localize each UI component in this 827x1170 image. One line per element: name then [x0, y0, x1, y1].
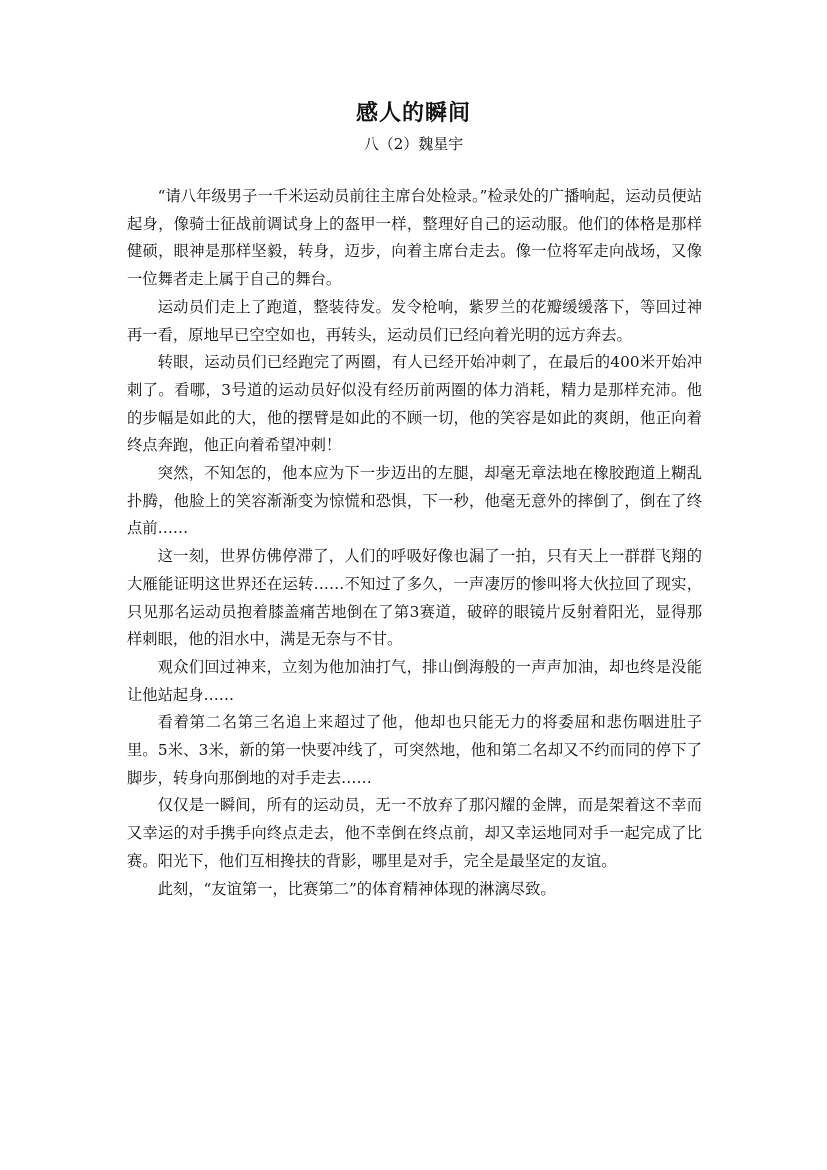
paragraph: 转眼，运动员们已经跑完了两圈，有人已经开始冲刺了，在最后的400米开始冲刺了。看哪，3号道的运动员好似没有经历前两圈的体力消耗，精力是那样充沛。他的步幅是如此的大，他的摆臂是如此的不顾一切，他的笑容是如此的爽朗，他正向着终点奔跑，他正向着希望冲刺！: [127, 353, 702, 455]
document-body: [127, 183, 702, 903]
paragraph: 突然，不知怎的，他本应为下一步迈出的左腿，却毫无章法地在橡胶跑道上糊乱扑腾，他脸上的笑容渐渐变为惊慌和恐惧，下一秒，他毫无意外的摔倒了，倒在了终点前……: [127, 464, 702, 538]
paragraph: 看着第二名第三名追上来超过了他，他却也只能无力的将委屈和悲伤咽进肚子里。5米、3米，新的第一快要冲线了，可突然地，他和第二名却又不约而同的停下了脚步，转身向那倒地的对手走去……: [127, 713, 702, 787]
paragraph: 观众们回过神来，立刻为他加油打气，排山倒海般的一声声加油，却也终是没能让他站起身……: [127, 657, 702, 704]
paragraph: 这一刻，世界仿佛停滞了，人们的呼吸好像也漏了一拍，只有天上一群群飞翔的大雁能证明这世界还在运转……不知过了多久，一声凄厉的惨叫将大伙拉回了现实，只见那名运动员抱着膝盖痛苦地倒在了第3赛道，破碎的眼镜片反射着阳光，显得那样刺眼，他的泪水中，满是无奈与不甘。: [127, 547, 702, 649]
document-author: 八（2）魏星宇: [363, 135, 464, 153]
paragraph: 此刻，“友谊第一，比赛第二”的体育精神体现的淋漓尽致。: [157, 879, 556, 898]
paragraph: “请八年级男子一千米运动员前往主席台处检录。”检录处的广播响起，运动员便站起身，像骑士征战前调试身上的盔甲一样，整理好自己的运动服。他们的体格是那样健硕，眼神是那样坚毅，转身，迈步，向着主席台走去。像一位将军走向战场，又像一位舞者走上属于自己的舞台。: [127, 187, 702, 289]
paragraph: 运动员们走上了跑道，整装待发。发令枪响，紫罗兰的花瓣缓缓落下，等回过神再一看，原地早已空空如也，再转头，运动员们已经向着光明的远方奔去。: [127, 297, 702, 344]
paragraph: 仅仅是一瞬间，所有的运动员，无一不放弃了那闪耀的金牌，而是架着这不幸而又幸运的对手携手向终点走去，他不幸倒在终点前，却又幸运地同对手一起完成了比赛。阳光下，他们互相搀扶的背影，哪里是对手，完全是最坚定的友谊。: [127, 796, 702, 870]
document-title: 感人的瞬间: [355, 100, 471, 126]
